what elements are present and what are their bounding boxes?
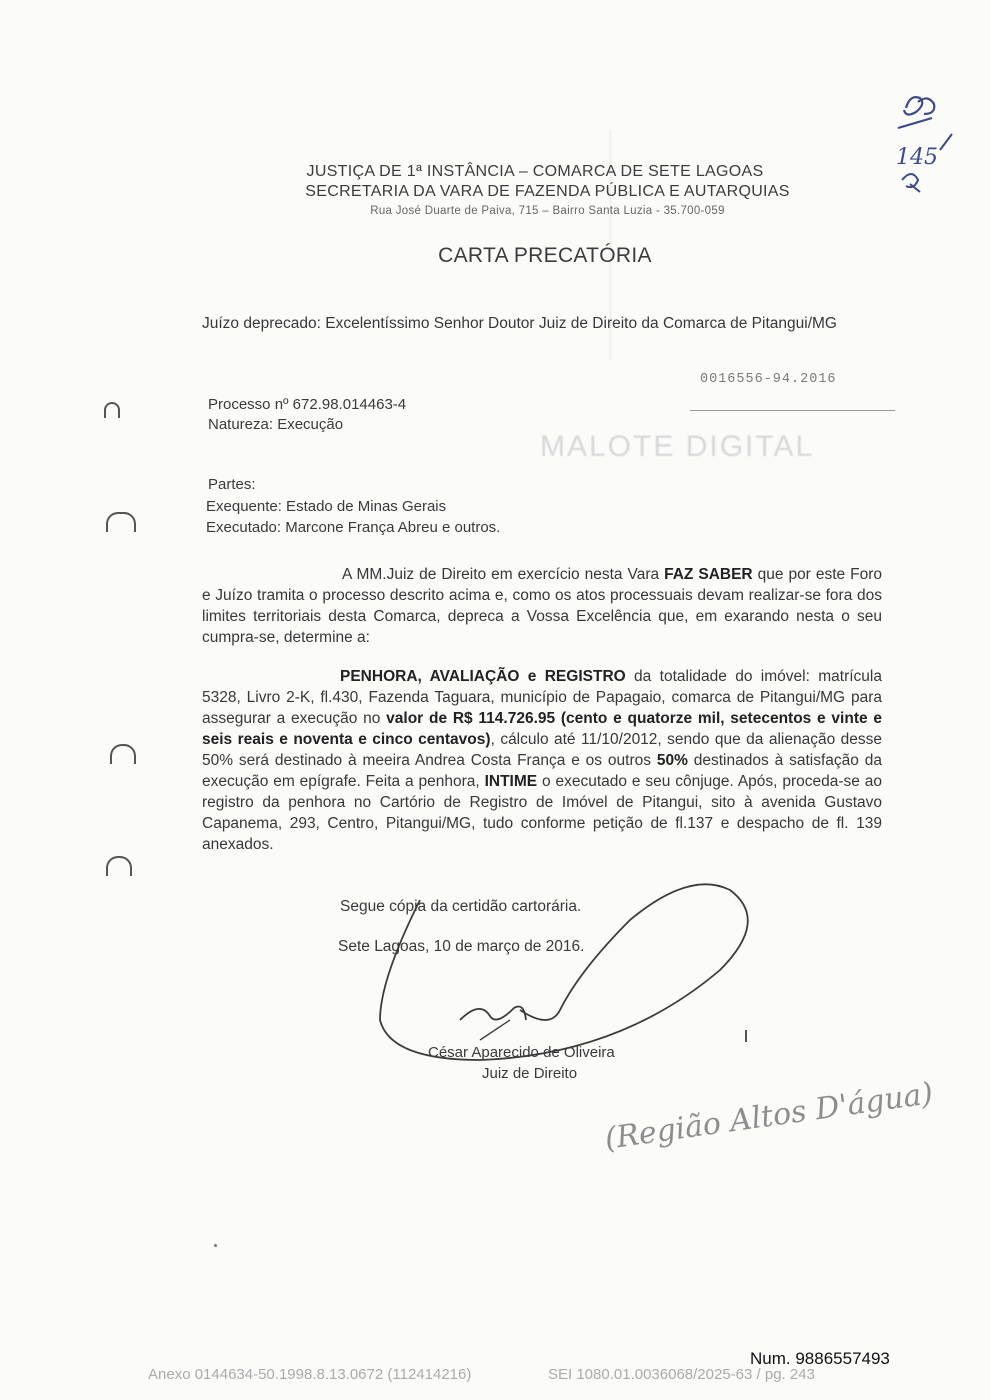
- punch-hole-4: [106, 856, 132, 876]
- natureza: Natureza: Execução: [208, 416, 344, 433]
- speck: [214, 1244, 217, 1247]
- footer-sei: SEI 1080.01.0036068/2025-63 / pg. 243: [548, 1366, 815, 1383]
- stray-mark: [745, 1030, 747, 1042]
- partes-label: Partes:: [208, 476, 256, 493]
- signer-title: Juiz de Direito: [482, 1065, 578, 1082]
- paragraph-penhora: PENHORA, AVALIAÇÃO e REGISTRO da totalidade do imóvel: matrícula 5328, Livro 2-K, fl.430, Fazenda Taguara, município de Papagaio, comarca de Pitangui/MG para assegurar a execução no valor de R$ 114.726.95 (cento e quatorze mil, setecentos e vinte e seis reais e noventa e cinco centavos), cálculo até 11/10/2012, sendo que da alienação desse 50% será destinado à meeira Andrea Costa França e os outros 50% destinados à satisfação da execução em epígrafe. Feita a penhora, INTIME o executado e seu cônjuge. Após, proceda-se ao registro da penhora no Cartório de Registro de Imóvel de Pitangui, sito à avenida Gustavo Capanema, 293, Centro, Pitangui/MG, tudo conforme petição de fl.137 e despacho de fl. 139 anexados.: [202, 668, 883, 853]
- processo-number: Processo nº 672.98.014463-4: [208, 396, 407, 413]
- bleed-through-text: MALOTE DIGITAL: [540, 430, 815, 463]
- document-title: CARTA PRECATÓRIA: [438, 244, 652, 267]
- court-address: Rua José Duarte de Paiva, 715 – Bairro Santa Luzia - 35.700-059: [370, 205, 725, 217]
- punch-hole-2: [106, 512, 136, 532]
- protocol-stamp: 0016556-94.2016: [700, 372, 837, 387]
- corner-page-number: 145: [896, 145, 938, 170]
- paragraph-faz-saber: A MM.Juiz de Direito em exercício nesta Vara FAZ SABER que por este Foro e Juízo tramita o processo descrito acima e, como os atos processuais devam realizar-se fora dos limites territoriais desta Comarca, depreca a Vossa Excelência que, em exarando nesta o seu cumpra-se, determine a:: [202, 566, 882, 646]
- executado: Executado: Marcone França Abreu e outros.: [206, 519, 501, 536]
- handwritten-note: (Região Altos D'água): [602, 1076, 936, 1157]
- court-header-line2: SECRETARIA DA VARA DE FAZENDA PÚBLICA E AUTARQUIAS: [305, 183, 790, 200]
- exequente: Exequente: Estado de Minas Gerais: [206, 498, 447, 515]
- punch-hole-3: [110, 744, 136, 764]
- juizo-deprecado: [202, 313, 882, 334]
- juizo-label: Juízo deprecado:: [202, 315, 321, 332]
- signer-name: César Aparecido de Oliveira: [428, 1044, 615, 1061]
- punch-hole-1: [104, 402, 120, 418]
- document-number: Num. 9886557493: [750, 1349, 890, 1368]
- copy-note: Segue cópia da certidão cartorária.: [340, 898, 582, 915]
- footer-anexo: Anexo 0144634-50.1998.8.13.0672 (112414216): [148, 1366, 472, 1383]
- court-header-line1: JUSTIÇA DE 1ª INSTÂNCIA – COMARCA DE SETE LAGOAS: [306, 163, 764, 180]
- stamp-divider: [690, 410, 895, 411]
- juizo-value: Excelentíssimo Senhor Doutor Juiz de Direito da Comarca de Pitangui/MG: [325, 315, 837, 332]
- place-date: Sete Lagoas, 10 de março de 2016.: [338, 938, 585, 955]
